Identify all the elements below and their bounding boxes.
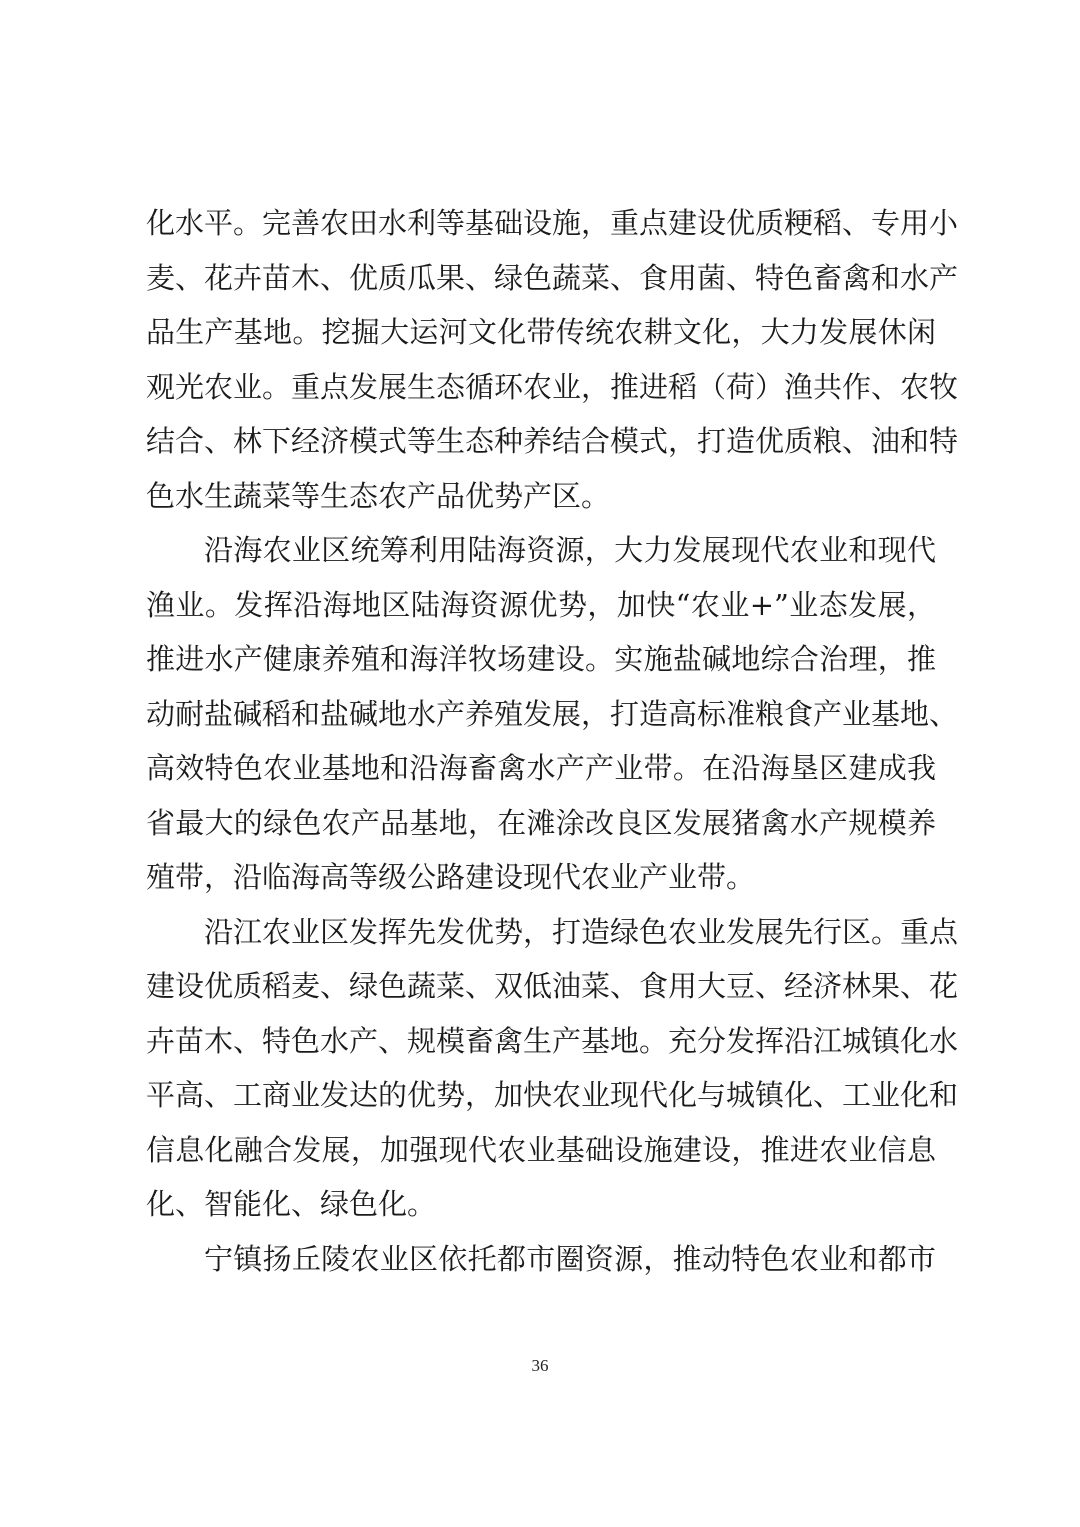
paragraph-line: 动耐盐碱稻和盐碱地水产养殖发展，打造高标准粮食产业基地、 (146, 696, 959, 731)
paragraph-line: 推进水产健康养殖和海洋牧场建设。实施盐碱地综合治理，推 (146, 642, 936, 676)
paragraph-line: 品生产基地。挖掘大运河文化带传统农耕文化，大力发展休闲 (146, 315, 936, 349)
paragraph-line: 卉苗木、特色水产、规模畜禽生产基地。充分发挥沿江城镇化水 (146, 1023, 959, 1058)
paragraph-line: 渔业。发挥沿海地区陆海资源优势，加快“农业+”业态发展， (146, 587, 936, 622)
paragraph-line: 省最大的绿色农产品基地，在滩涂改良区发展猪禽水产规模养 (146, 805, 936, 840)
paragraph-line: 沿江农业区发挥先发优势，打造绿色农业发展先行区。重点 (204, 914, 959, 949)
paragraph-1-continuation (146, 196, 959, 523)
paragraph-line: 平高、工商业发达的优势，加快农业现代化与城镇化、工业化和 (146, 1078, 959, 1112)
paragraph-line: 化、智能化、绿色化。 (146, 1187, 437, 1221)
paragraph-line: 信息化融合发展，加强现代农业基础设施建设，推进农业信息 (146, 1132, 936, 1167)
page-number: 36 (531, 1356, 549, 1375)
paragraph-line: 宁镇扬丘陵农业区依托都市圈资源，推动特色农业和都市 (204, 1241, 936, 1276)
paragraph-line: 麦、花卉苗木、优质瓜果、绿色蔬菜、食用菌、特色畜禽和水产 (146, 260, 959, 295)
paragraph-hilly-agriculture (146, 1232, 936, 1287)
paragraph-line: 沿海农业区统筹利用陆海资源，大力发展现代农业和现代 (204, 533, 936, 567)
paragraph-line: 色水生蔬菜等生态农产品优势产区。 (146, 478, 611, 513)
paragraph-line: 化水平。完善农田水利等基础设施，重点建设优质粳稻、专用小 (146, 206, 959, 240)
body-text (146, 196, 959, 1286)
paragraph-line: 观光农业。重点发展生态循环农业，推进稻（荷）渔共作、农牧 (146, 369, 959, 404)
paragraph-line: 殖带，沿临海高等级公路建设现代农业产业带。 (146, 860, 756, 894)
paragraph-line: 高效特色农业基地和沿海畜禽水产产业带。在沿海垦区建成我 (146, 751, 936, 785)
paragraph-coastal-agriculture (146, 523, 959, 905)
paragraph-line: 建设优质稻麦、绿色蔬菜、双低油菜、食用大豆、经济林果、花 (146, 969, 959, 1003)
paragraph-line: 结合、林下经济模式等生态种养结合模式，打造优质粮、油和特 (146, 424, 959, 458)
paragraph-riverside-agriculture (146, 905, 959, 1232)
